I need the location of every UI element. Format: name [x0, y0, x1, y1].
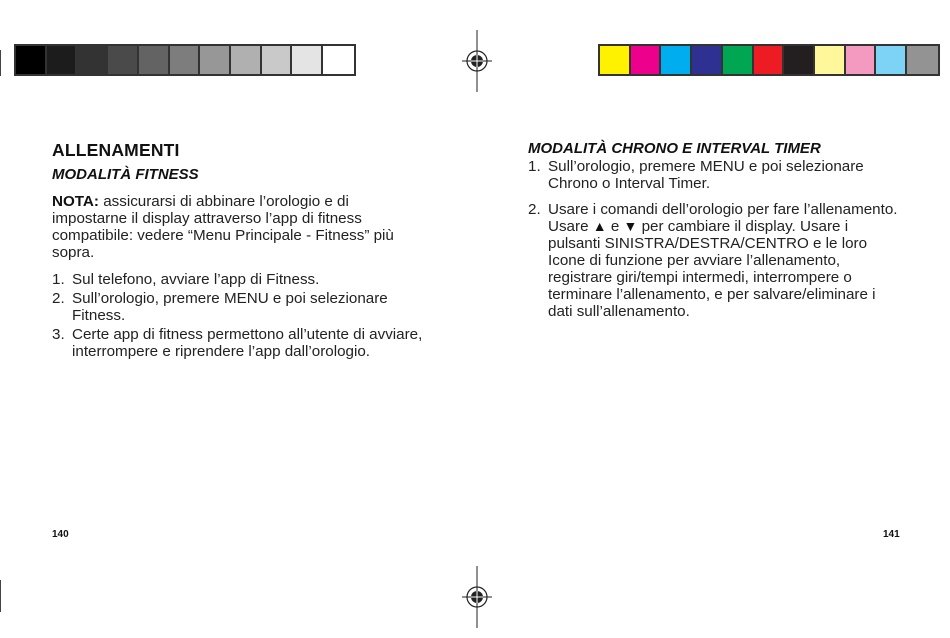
section-heading: ALLENAMENTI	[52, 140, 180, 160]
color-swatch	[170, 46, 201, 74]
step-number: 3.	[52, 326, 65, 343]
color-swatch	[907, 46, 938, 74]
color-swatch	[16, 46, 47, 74]
color-swatch	[139, 46, 170, 74]
color-swatch	[323, 46, 354, 74]
step-text: per cambiare il display. Usare i pulsanti SINISTRA/DESTRA/CENTRO e le loro Icone di funzione per avviare l’allenamento, registrare giri/tempi intermedi, interrompere o terminare l’allenamento, e per salvare/eliminare i dati sull’allenamento.	[548, 218, 876, 320]
step-text: Usare i comandi dell’orologio per fare l’allenamento. Usare	[548, 201, 898, 235]
step-number: 2.	[528, 201, 541, 218]
fitness-steps-list	[52, 271, 424, 360]
note-label: NOTA:	[52, 193, 99, 210]
color-calibration-strip	[598, 44, 940, 76]
chrono-steps-list	[528, 158, 903, 320]
grayscale-calibration-strip	[14, 44, 356, 76]
crop-mark	[0, 580, 1, 612]
color-swatch	[692, 46, 723, 74]
fitness-mode-heading: MODALITÀ FITNESS	[52, 166, 199, 183]
right-page	[528, 140, 903, 322]
list-item	[52, 326, 424, 360]
step-text: Sul telefono, avviare l’app di Fitness.	[72, 271, 320, 288]
up-arrow-icon: ▲	[592, 218, 607, 234]
left-page	[52, 140, 424, 362]
color-swatch	[846, 46, 877, 74]
color-swatch	[47, 46, 78, 74]
crop-mark	[0, 50, 1, 76]
color-swatch	[815, 46, 846, 74]
registration-mark-icon	[462, 566, 492, 628]
color-swatch	[784, 46, 815, 74]
list-item	[528, 201, 903, 320]
page-number: 140	[52, 529, 69, 540]
step-text: Sull’orologio, premere MENU e poi selezionare Chrono o Interval Timer.	[548, 158, 864, 192]
step-text: Sull’orologio, premere MENU e poi selezionare Fitness.	[72, 290, 388, 324]
step-number: 1.	[528, 158, 541, 175]
color-swatch	[661, 46, 692, 74]
color-swatch	[262, 46, 293, 74]
color-swatch	[108, 46, 139, 74]
color-swatch	[631, 46, 662, 74]
list-item	[52, 290, 424, 324]
step-text: Certe app di fitness permettono all’utente di avviare, interrompere e riprendere l’app dall’orologio.	[72, 326, 423, 360]
color-swatch	[600, 46, 631, 74]
note-text: assicurarsi di abbinare l’orologio e di impostarne il display attraverso l’app di fitness compatibile: vedere “Menu Principale - Fitness” più sopra.	[52, 193, 394, 261]
color-swatch	[77, 46, 108, 74]
list-item	[528, 158, 903, 192]
step-number: 2.	[52, 290, 65, 307]
registration-mark-icon	[462, 30, 492, 92]
chrono-mode-heading: MODALITÀ CHRONO E INTERVAL TIMER	[528, 140, 821, 157]
page-number: 141	[883, 529, 900, 540]
down-arrow-icon: ▼	[623, 218, 638, 234]
color-swatch	[754, 46, 785, 74]
list-item	[52, 271, 424, 288]
color-swatch	[292, 46, 323, 74]
color-swatch	[723, 46, 754, 74]
color-swatch	[231, 46, 262, 74]
step-number: 1.	[52, 271, 65, 288]
step-text: e	[606, 218, 624, 235]
note-paragraph	[52, 193, 424, 261]
color-swatch	[876, 46, 907, 74]
color-swatch	[200, 46, 231, 74]
